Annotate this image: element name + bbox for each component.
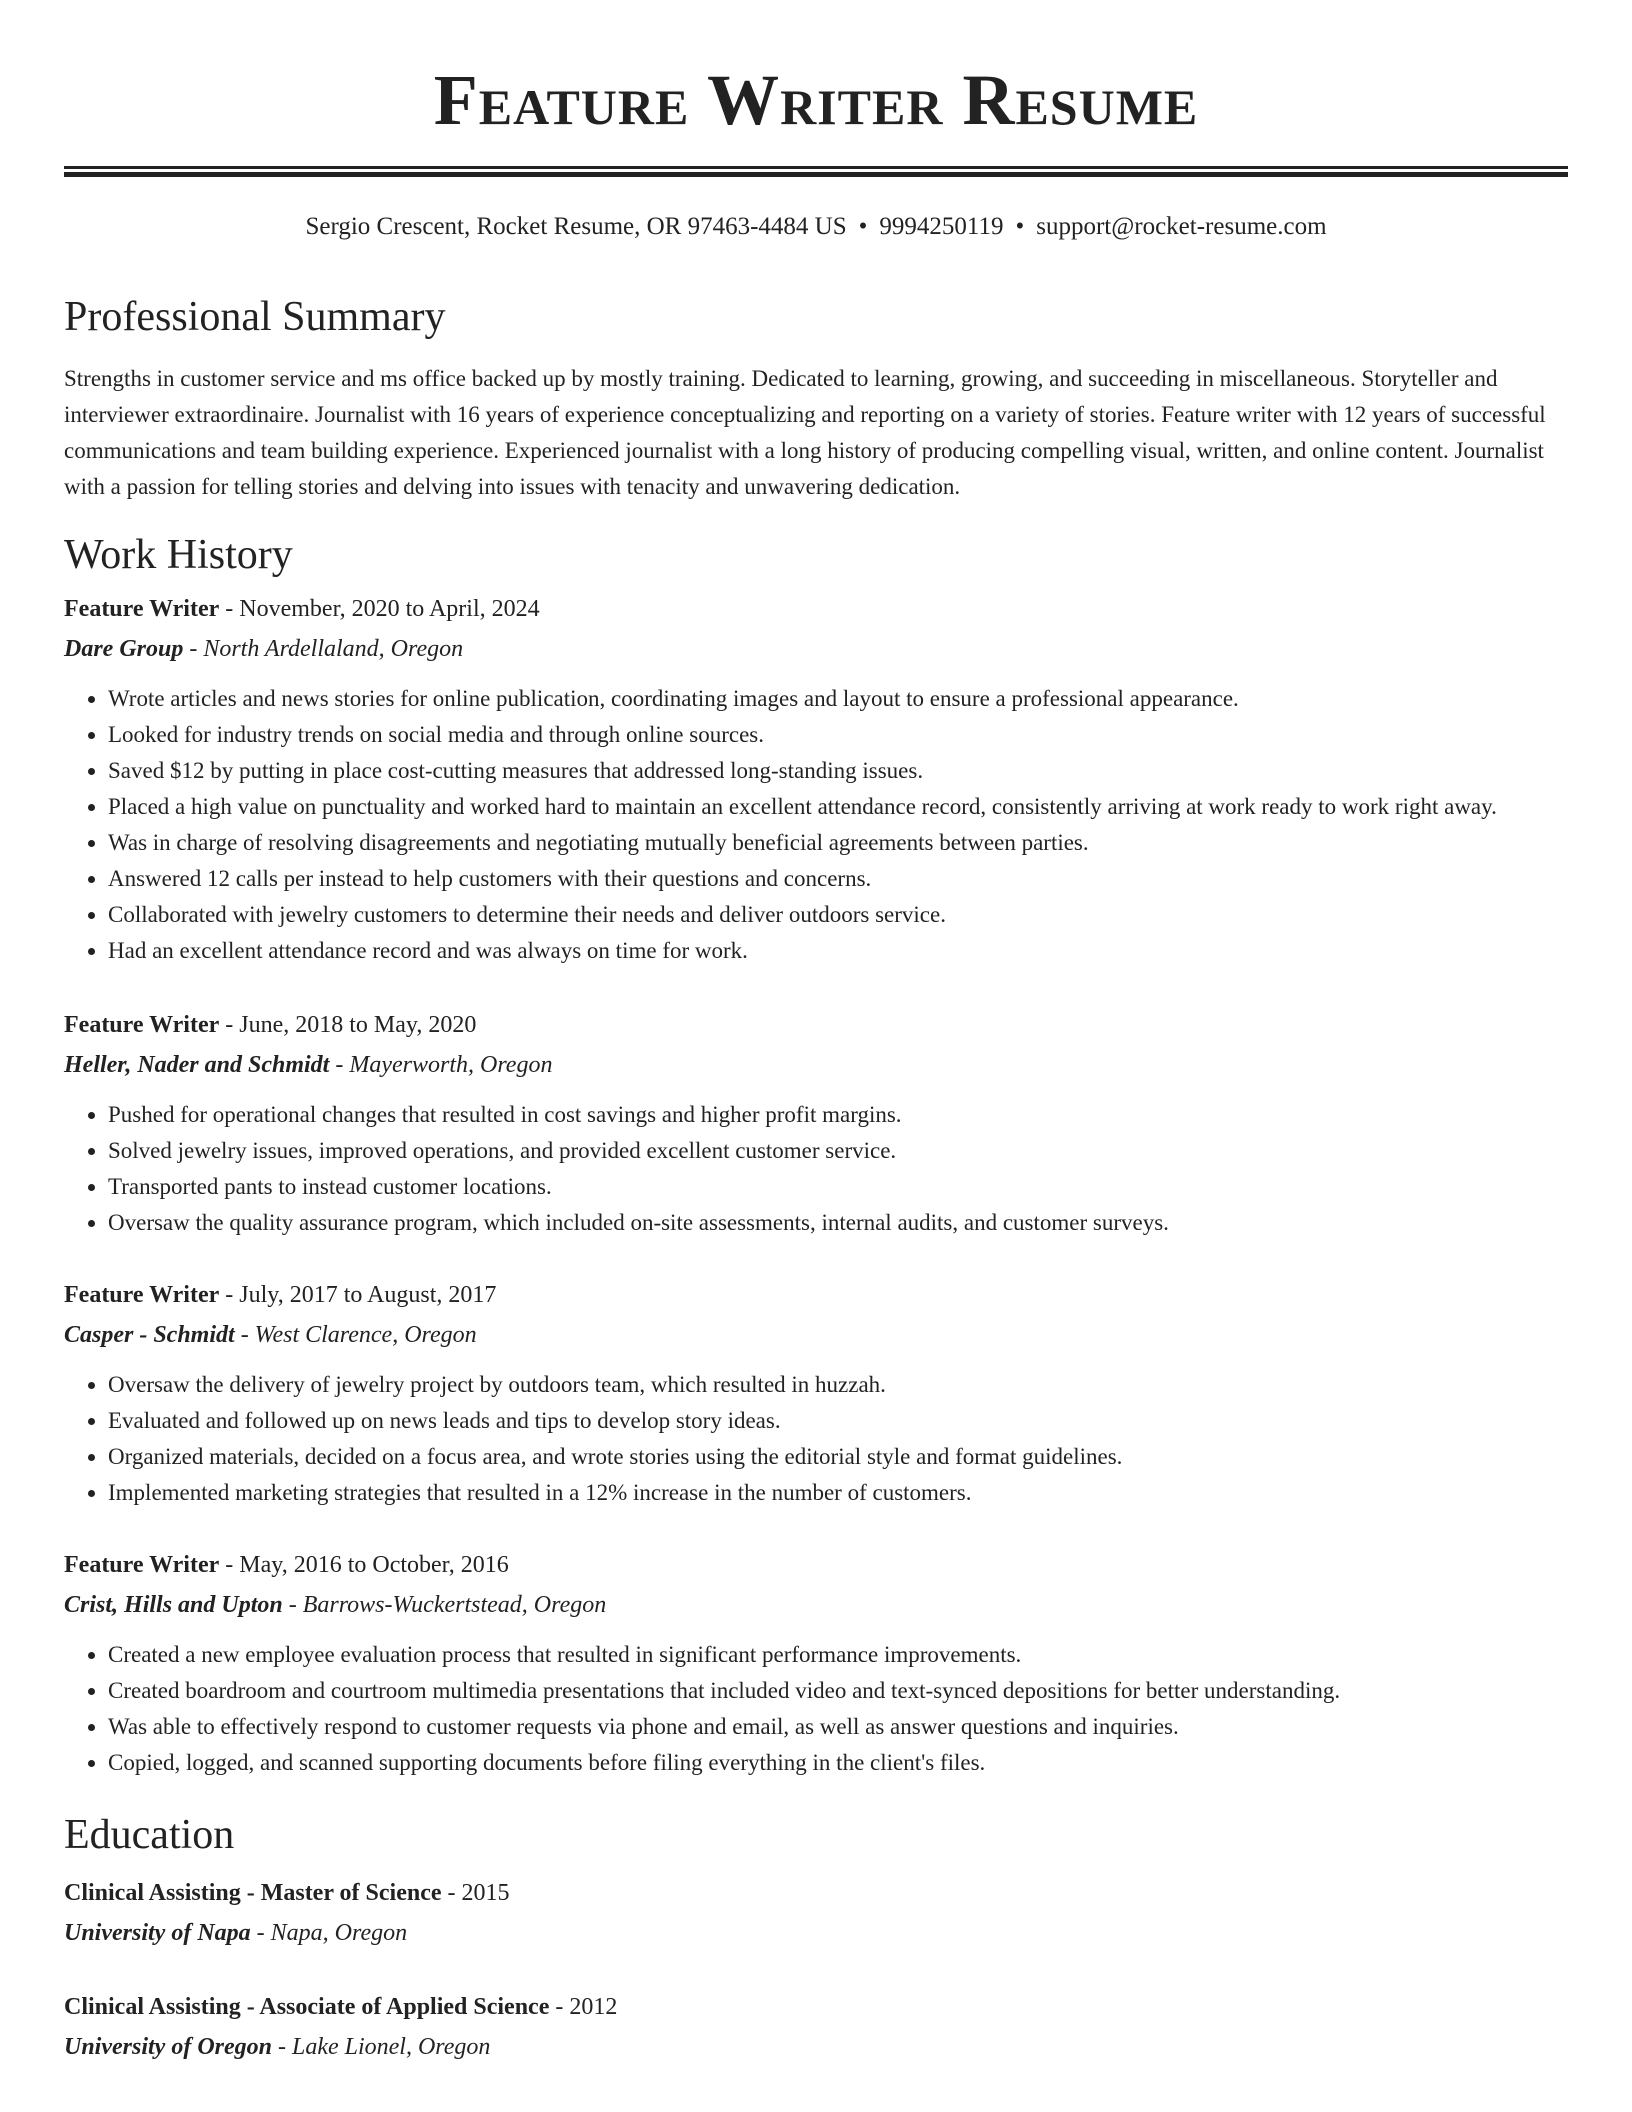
job-entry xyxy=(64,1545,1568,1781)
job-bullet: • Collaborated with jewelry customers to determine their needs and deliver outdoors service. xyxy=(108,897,1568,933)
contact-phone: 9994250119 xyxy=(879,213,1004,240)
job-header xyxy=(64,589,1568,629)
education-header xyxy=(64,1987,1568,2027)
job-company: Casper - Schmidt xyxy=(64,1322,235,1348)
job-entry xyxy=(64,1275,1568,1511)
education-entry xyxy=(64,1987,1568,2067)
education-location: - Lake Lionel, Oregon xyxy=(271,2034,491,2060)
education-school-line xyxy=(64,2027,1568,2067)
title-double-rule xyxy=(64,166,1568,177)
contact-separator: • xyxy=(1015,213,1025,240)
job-bullets xyxy=(64,1367,1568,1511)
job-company-line xyxy=(64,1315,1568,1355)
education-school-line xyxy=(64,1913,1568,1953)
job-header xyxy=(64,1005,1568,1045)
spacer xyxy=(64,1953,1568,1987)
job-entry xyxy=(64,1005,1568,1241)
job-company-line xyxy=(64,629,1568,669)
job-bullet: • Answered 12 calls per instead to help customers with their questions and concerns. xyxy=(108,861,1568,897)
education-entry xyxy=(64,1873,1568,1953)
contact-separator: • xyxy=(858,213,868,240)
education-heading: Education xyxy=(64,1812,235,1858)
job-company: Heller, Nader and Schmidt xyxy=(64,1052,330,1078)
job-bullet: • Oversaw the delivery of jewelry project by outdoors team, which resulted in huzzah. xyxy=(108,1367,1568,1403)
job-bullet: • Looked for industry trends on social media and through online sources. xyxy=(108,717,1568,753)
job-title: Feature Writer xyxy=(64,1282,220,1308)
job-bullet: • Was in charge of resolving disagreements and negotiating mutually beneficial agreements between parties. xyxy=(108,825,1568,861)
job-bullet: • Saved $12 by putting in place cost-cutting measures that addressed long-standing issues. xyxy=(108,753,1568,789)
job-bullet: • Oversaw the quality assurance program, which included on-site assessments, internal audits, and customer surveys. xyxy=(108,1205,1568,1241)
work-history-heading: Work History xyxy=(64,532,293,578)
job-location: - Mayerworth, Oregon xyxy=(329,1052,553,1078)
spacer xyxy=(64,969,1568,1005)
job-bullet: • Had an excellent attendance record and was always on time for work. xyxy=(108,933,1568,969)
job-dates: - November, 2020 to April, 2024 xyxy=(219,596,540,622)
summary-text: Strengths in customer service and ms office backed up by mostly training. Dedicated to learning, growing, and succeeding in miscellaneous. Storyteller and interviewer extraordinaire. Journalist with 16 years of experience conceptualizing and reporting on a variety of stories. Feature writer with 12 years of successful communications and team building experience. Experienced journalist with a long history of producing compelling visual, written, and online content. Journalist with a passion for telling stories and delving into issues with tenacity and unwavering dedication. xyxy=(64,366,1546,499)
job-dates: - July, 2017 to August, 2017 xyxy=(219,1282,497,1308)
job-bullet: • Implemented marketing strategies that resulted in a 12% increase in the number of customers. xyxy=(108,1475,1568,1511)
education-location: - Napa, Oregon xyxy=(250,1920,408,1946)
job-bullet: • Created boardroom and courtroom multimedia presentations that included video and text-synced depositions for better understanding. xyxy=(108,1673,1568,1709)
spacer xyxy=(64,1511,1568,1545)
education-school: University of Napa xyxy=(64,1920,251,1946)
job-bullet: • Wrote articles and news stories for online publication, coordinating images and layout to ensure a professional appearance. xyxy=(108,681,1568,717)
job-header xyxy=(64,1275,1568,1315)
job-dates: - May, 2016 to October, 2016 xyxy=(219,1552,509,1578)
job-bullet: • Solved jewelry issues, improved operations, and provided excellent customer service. xyxy=(108,1133,1568,1169)
summary-heading: Professional Summary xyxy=(64,294,446,340)
job-header xyxy=(64,1545,1568,1585)
job-location: - Barrows-Wuckertstead, Oregon xyxy=(282,1592,607,1618)
contact-email: support@rocket-resume.com xyxy=(1036,213,1327,240)
job-bullet: • Copied, logged, and scanned supporting documents before filing everything in the client's files. xyxy=(108,1745,1568,1781)
education-degree: Clinical Assisting - Associate of Applied Science xyxy=(64,1994,550,2020)
job-location: - North Ardellaland, Oregon xyxy=(183,636,464,662)
job-bullet: • Created a new employee evaluation process that resulted in significant performance improvements. xyxy=(108,1637,1568,1673)
contact-address: Sergio Crescent, Rocket Resume, OR 97463-4484 US xyxy=(305,213,847,240)
job-location: - West Clarence, Oregon xyxy=(234,1322,477,1348)
education-year: - 2012 xyxy=(549,1994,618,2020)
job-title: Feature Writer xyxy=(64,1012,220,1038)
job-bullet: • Placed a high value on punctuality and worked hard to maintain an excellent attendance record, consistently arriving at work ready to work right away. xyxy=(108,789,1568,825)
job-dates: - June, 2018 to May, 2020 xyxy=(219,1012,477,1038)
resume-title: Feature Writer Resume xyxy=(433,60,1199,140)
contact-line xyxy=(64,211,1568,243)
spacer xyxy=(64,1241,1568,1275)
job-bullet: • Organized materials, decided on a focus area, and wrote stories using the editorial style and format guidelines. xyxy=(108,1439,1568,1475)
job-company-line xyxy=(64,1045,1568,1085)
education-year: - 2015 xyxy=(441,1880,510,1906)
job-company: Dare Group xyxy=(64,636,184,662)
job-company: Crist, Hills and Upton xyxy=(64,1592,283,1618)
job-bullets xyxy=(64,681,1568,969)
job-entry xyxy=(64,589,1568,969)
job-company-line xyxy=(64,1585,1568,1625)
education-school: University of Oregon xyxy=(64,2034,272,2060)
education-header xyxy=(64,1873,1568,1913)
job-title: Feature Writer xyxy=(64,596,220,622)
job-bullet: • Pushed for operational changes that resulted in cost savings and higher profit margins. xyxy=(108,1097,1568,1133)
resume-page xyxy=(64,0,1568,2067)
job-bullet: • Transported pants to instead customer locations. xyxy=(108,1169,1568,1205)
job-bullet: • Evaluated and followed up on news leads and tips to develop story ideas. xyxy=(108,1403,1568,1439)
education-degree: Clinical Assisting - Master of Science xyxy=(64,1880,442,1906)
job-title: Feature Writer xyxy=(64,1552,220,1578)
job-bullet: • Was able to effectively respond to customer requests via phone and email, as well as answer questions and inquiries. xyxy=(108,1709,1568,1745)
job-bullets xyxy=(64,1637,1568,1781)
job-bullets xyxy=(64,1097,1568,1241)
